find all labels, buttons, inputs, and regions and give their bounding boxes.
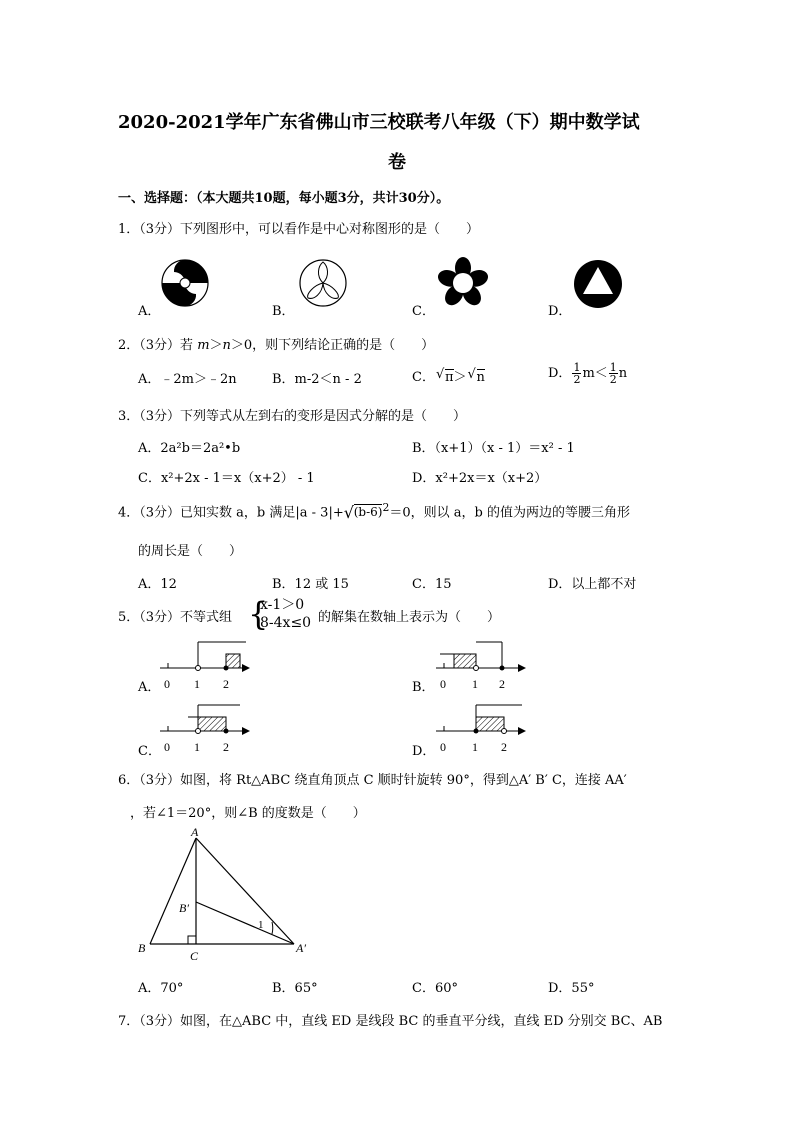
q2-gt: ＞ [209, 338, 223, 353]
q6-option-c: C．60° [412, 981, 458, 996]
q2-option-b: B．m-2＜n - 2 [272, 372, 362, 387]
q6-triangle-figure [134, 826, 320, 968]
q2-n: n [476, 370, 485, 385]
q5-ineq-1: x-1＞0 [260, 597, 305, 613]
q2-pi: π [444, 370, 454, 385]
section-heading: 一、选择题：（本大题共10题，每小题3分，共计30分）。 [118, 191, 450, 206]
q5-numberline-d [434, 703, 529, 755]
question-5-stem-cont: 的解集在数轴上表示为（ ） [318, 610, 501, 625]
q6-option-b: B．65° [272, 981, 318, 996]
q2-var-m: m [197, 338, 210, 353]
label-a-prime: A′ [296, 941, 306, 955]
q4-stem-part2: ＝0，则以 a，b 的值为两边的等腰三角形 [389, 505, 630, 521]
label-b-prime: B′ [179, 901, 189, 915]
frac-num: 1 [573, 361, 581, 374]
tick-2: 2 [501, 740, 507, 754]
frac-den: 2 [609, 373, 617, 386]
q2-option-d-m: m＜ [582, 366, 608, 381]
q5-numberline-a [158, 640, 253, 692]
q3-option-b: B．（x+1）（x - 1）＝x² - 1 [412, 441, 575, 456]
label-b: B [138, 941, 146, 955]
q1-option-c-label: C． [412, 304, 435, 319]
page-title: 2020-2021学年广东省佛山市三校联考八年级（下）期中数学试 [118, 112, 640, 133]
label-a: A [191, 826, 199, 839]
tick-2: 2 [499, 677, 505, 691]
question-2-stem [118, 334, 434, 353]
question-3-stem: 3．（3分）下列等式从左到右的变形是因式分解的是（ ） [118, 409, 467, 424]
q4-stem-part: 4．（3分）已知实数 a，b 满足|a - 3|+ [118, 505, 344, 521]
tick-0: 0 [440, 740, 446, 754]
q2-option-d-n: n [618, 366, 628, 381]
q3-option-a: A．2a²b＝2a²•b [138, 441, 241, 456]
q3-option-d: D．x²+2x＝x（x+2） [412, 471, 548, 486]
q2-option-a: A．﹣2m＞﹣2n [138, 372, 237, 387]
q6-option-d: D．55° [548, 981, 595, 996]
q4-sqrt: √ (b-6) [343, 503, 383, 523]
question-5-stem [118, 606, 232, 625]
q2-option-d-label: D． [548, 366, 572, 381]
question-4-stem-cont: 的周长是（ ） [138, 544, 243, 559]
question-4-stem [118, 501, 630, 523]
q1-option-a-label: A． [138, 304, 161, 319]
q4-sqrt-inner: (b-6) [353, 505, 383, 520]
tick-1: 1 [472, 677, 478, 691]
q3-option-c: C．x²+2x - 1＝x（x+2） - 1 [138, 471, 315, 486]
q5-numberline-c [158, 703, 253, 755]
question-7-stem: 7．（3分）如图，在△ABC 中，直线 ED 是线段 BC 的垂直平分线，直线 ED 分别交 BC、AB [118, 1014, 663, 1029]
q1-option-b-label: B． [272, 304, 295, 319]
q6-option-a: A．70° [138, 981, 184, 996]
q5-option-d-label: D． [412, 744, 436, 759]
q5-stem-part: 5．（3分）不等式组 [118, 610, 233, 625]
q2-frac-1 [572, 362, 581, 385]
label-c: C [190, 949, 199, 963]
label-angle-1: 1 [258, 919, 264, 931]
q5-option-a-label: A． [138, 680, 161, 695]
q2-option-c-label: C． [412, 370, 435, 385]
q4-option-b: B．12 或 15 [272, 577, 349, 592]
q1-figure-b [298, 258, 348, 308]
page-title-cont: 卷 [388, 152, 406, 173]
question-1-stem: 1．（3分）下列图形中，可以看作是中心对称图形的是（ ） [118, 222, 480, 237]
q2-option-d [548, 362, 627, 385]
question-6-stem: 6．（3分）如图，将 Rt△ABC 绕直角顶点 C 顺时针旋转 90°，得到△A′ B′ C，连接 AA′ [118, 773, 627, 788]
tick-2: 2 [223, 740, 229, 754]
q1-option-d-label: D． [548, 304, 572, 319]
tick-1: 1 [194, 677, 200, 691]
q5-inequality-system [248, 596, 311, 632]
tick-2: 2 [223, 677, 229, 691]
q2-sqrt-pi: √ π [435, 367, 454, 385]
q2-option-c-gt: ＞ [453, 370, 467, 385]
q4-option-d: D．以上都不对 [548, 577, 637, 592]
q5-ineq-2: 8-4x≤0 [260, 615, 312, 631]
frac-den: 2 [573, 373, 581, 386]
q1-figure-c [436, 256, 490, 310]
q5-option-c-label: C． [138, 744, 161, 759]
q2-var-n: n [222, 338, 231, 353]
tick-1: 1 [194, 740, 200, 754]
q2-stem-part2: ＞0，则下列结论正确的是（ ） [230, 338, 435, 353]
q4-exp: 2 [382, 501, 390, 514]
q5-brace: { [248, 595, 269, 633]
q4-option-a: A．12 [138, 577, 177, 592]
tick-0: 0 [164, 740, 170, 754]
question-6-stem-cont: ，若∠1＝20°，则∠B 的度数是（ ） [130, 806, 366, 821]
q2-stem-part: 2．（3分）若 [118, 338, 198, 353]
q1-figure-d [572, 258, 624, 310]
q5-numberline-b [434, 640, 529, 692]
tick-1: 1 [472, 740, 478, 754]
q2-sqrt-n: √ n [467, 367, 485, 385]
q4-option-c: C．15 [412, 577, 452, 592]
q1-figure-a [160, 258, 210, 308]
frac-num: 1 [609, 361, 617, 374]
tick-0: 0 [440, 677, 446, 691]
q5-option-b-label: B． [412, 680, 435, 695]
tick-0: 0 [164, 677, 170, 691]
q2-option-c [412, 366, 485, 385]
q2-frac-2 [609, 362, 618, 385]
